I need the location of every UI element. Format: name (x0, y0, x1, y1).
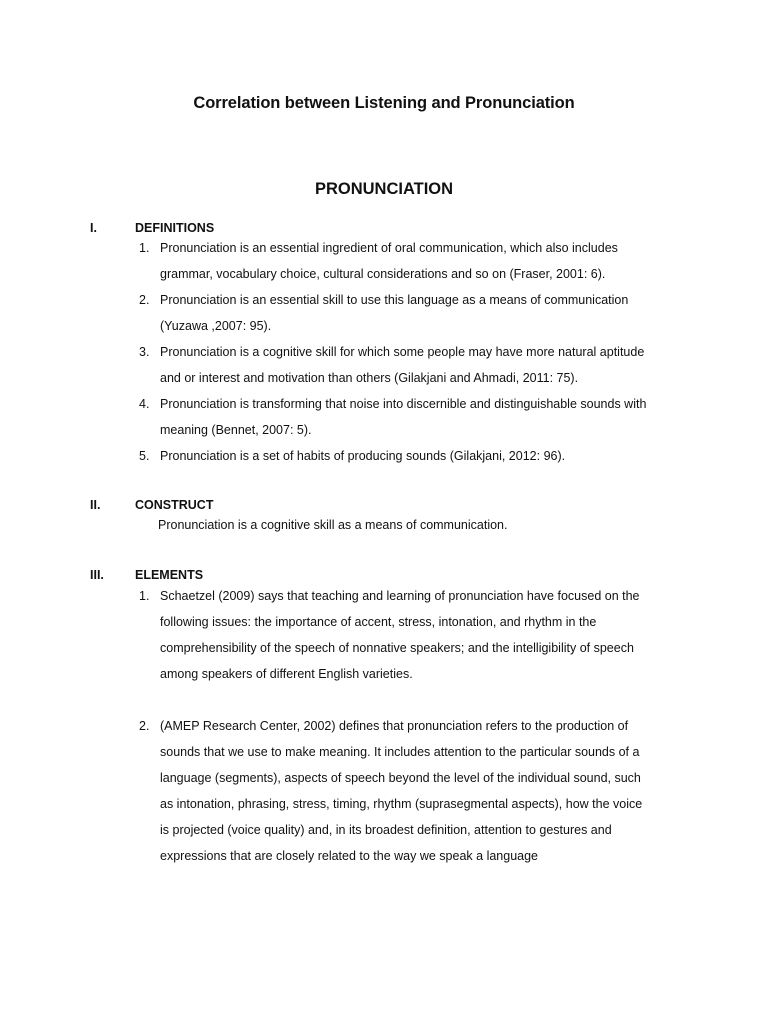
document-title: Correlation between Listening and Pronunciation (193, 94, 575, 112)
list-item: 5. Pronunciation is a set of habits of producing sounds (Gilakjani, 2012: 96). (139, 449, 566, 463)
section-numeral-1: I. (90, 221, 97, 235)
list-item: 4. Pronunciation is transforming that noise into discernible and distinguishable sounds with meaning (Bennet, 2007: 5). (139, 397, 647, 437)
section-heading-definitions: DEFINITIONS (135, 221, 215, 235)
construct-text: Pronunciation is a cognitive skill as a means of communication. (158, 518, 508, 532)
list-item: 2. Pronunciation is an essential skill to use this language as a means of communication (Yuzawa ,2007: 95). (139, 293, 629, 333)
section-heading-elements: ELEMENTS (135, 568, 204, 582)
list-item: 1. Schaetzel (2009) says that teaching and learning of pronunciation have focused on the following issues: the importance of accent, stress, intonation, and rhythm in the comprehensibility of the speech of nonnative speakers; and the intelligibility of speech among speakers of different English varieties. (139, 589, 640, 681)
list-item: 1. Pronunciation is an essential ingredient of oral communication, which also includes grammar, vocabulary choice, cultural considerations and so on (Fraser, 2001: 6). (139, 241, 618, 281)
elements-list-1 (0, 583, 768, 687)
list-item: 3. Pronunciation is a cognitive skill for which some people may have more natural aptitude and or interest and motivation than others (Gilakjani and Ahmadi, 2011: 75). (139, 345, 645, 385)
section-numeral-3: III. (90, 568, 104, 582)
section-title: PRONUNCIATION (314, 180, 454, 198)
definitions-list (0, 235, 768, 469)
section-heading-construct: CONSTRUCT (135, 498, 214, 512)
list-item: 2. (AMEP Research Center, 2002) defines that pronunciation refers to the production of sounds that we use to make meaning. It includes attention to the particular sounds of a language (segments), aspects of speech beyond the level of the individual sound, such as intonation, phrasing, stress, timing, rhythm (suprasegmental aspects), how the voice is projected (voice quality) and, in its broadest definition, attention to gestures and expressions that are closely related to the way we speak a language (139, 719, 643, 863)
elements-list-2 (0, 713, 768, 869)
section-numeral-2: II. (90, 498, 101, 512)
